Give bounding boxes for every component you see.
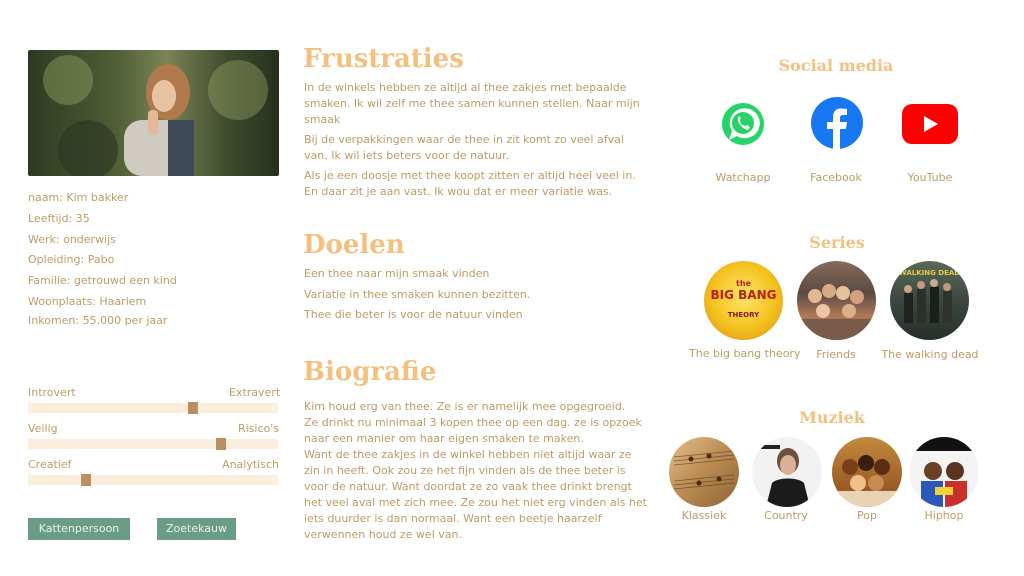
biografie-line: Kim houd erg van thee. Ze is er namelijk mee opgegroeid.: [304, 400, 626, 413]
trait-slider-veilig-risicos: [28, 439, 278, 449]
trait-slider-introvert-extravert: [28, 403, 278, 413]
doelen-item: Thee die beter is voor de natuur vinden: [304, 308, 523, 321]
frustraties-text: [304, 80, 649, 200]
trait-left-label: Veilig: [28, 422, 58, 435]
frustraties-paragraph: Als je een doosje met thee koopt zitten er altijd heel veel in. En daar zit je aan vast. Ik wou dat er meer variatie was.: [304, 169, 636, 198]
biografie-line: Ze drinkt nu minimaal 3 kopen thee op een dag. ze is opzoek: [304, 416, 642, 429]
profile-residence: Woonplaats: Haarlem: [28, 295, 147, 308]
doelen-item: Variatie in thee smaken kunnen bezitten.: [304, 288, 531, 301]
music-label-pop: Pop: [857, 509, 877, 522]
music-label-hiphop: Hiphop: [924, 509, 964, 522]
trait-right-label: Extravert: [229, 386, 281, 399]
biografie-line: het veel aval met zich mee. Ze zou het niet erg vinden als het: [304, 496, 647, 509]
music-country-image: [752, 437, 822, 507]
series-big-bang-theory-image: [704, 261, 783, 340]
biografie-line: zin in heeft. Ook zou ze het fijn vinden als de thee beter is: [304, 464, 626, 477]
profile-photo: [28, 50, 279, 176]
slider-thumb: [188, 402, 198, 414]
biografie-text: [304, 399, 649, 543]
slider-thumb: [81, 474, 91, 486]
big-bang-logo-bottom: THEORY: [727, 311, 760, 319]
music-pop-image: [832, 437, 902, 507]
youtube-icon[interactable]: [902, 104, 958, 148]
frustraties-paragraph: Bij de verpakkingen waar de thee in zit komt zo veel afval van. Ik wil iets beters voor de natuur.: [304, 133, 624, 162]
trait-right-label: Risico's: [237, 422, 279, 435]
series-label-walking-dead: The walking dead: [881, 348, 979, 361]
profile-income: Inkomen: 55.000 per jaar: [28, 314, 168, 327]
series-label-friends: Friends: [816, 348, 856, 361]
biografie-line: Want de thee zakjes in de winkel hebben niet altijd waar ze: [304, 448, 632, 461]
series-heading: Series: [809, 233, 865, 252]
trait-left-label: Creatief: [28, 458, 72, 471]
doelen-item: Een thee naar mijn smaak vinden: [304, 267, 490, 280]
frustraties-paragraph: In de winkels hebben ze altijd al thee zakjes met bepaalde smaken. Ik wil zelf me thee samen kunnen stellen. Naar mijn smaak: [304, 81, 640, 126]
profile-name: naam: Kim bakker: [28, 191, 129, 204]
series-friends-image: [797, 261, 876, 340]
social-label-youtube: YouTube: [907, 171, 953, 184]
biografie-heading: Biografie: [303, 357, 437, 387]
slider-thumb: [216, 438, 226, 450]
series-label-big-bang: The big bang theory: [689, 347, 801, 360]
profile-family: Familie: getrouwd een kind: [28, 274, 177, 287]
biografie-line: voor de natuur. Want doordat ze zo vaak thee drinkt brengt: [304, 480, 632, 493]
walking-dead-logo: WALKING DEAD: [898, 269, 961, 277]
trait-left-label: Introvert: [28, 386, 76, 399]
series-walking-dead-image: [890, 261, 969, 340]
social-media-heading: Social media: [778, 56, 894, 75]
trait-right-label: Analytisch: [222, 458, 279, 471]
profile-age: Leeftijd: 35: [28, 212, 90, 225]
music-hiphop-image: [909, 437, 979, 507]
music-klassiek-image: [669, 437, 739, 507]
music-label-country: Country: [764, 509, 808, 522]
biografie-line: iets duurder is dan normaal. Want een beetje haarzelf: [304, 512, 602, 525]
biografie-line: naar een manier om haar eigen smaken te maken.: [304, 432, 584, 445]
biografie-line: verwennen houd ze wel van.: [304, 528, 462, 541]
doelen-heading: Doelen: [303, 230, 405, 260]
big-bang-logo-title: BIG BANG: [710, 288, 777, 302]
social-label-facebook: Facebook: [810, 171, 862, 184]
music-label-klassiek: Klassiek: [681, 509, 727, 522]
big-bang-logo-top: the: [736, 279, 751, 288]
tag-zoetekauw: Zoetekauw: [157, 518, 236, 540]
social-label-whatsapp: Watchapp: [715, 171, 771, 184]
tag-kattenpersoon: Kattenpersoon: [28, 518, 130, 540]
profile-work: Werk: onderwijs: [28, 233, 116, 246]
frustraties-heading: Frustraties: [303, 44, 464, 74]
facebook-icon[interactable]: [811, 97, 863, 153]
muziek-heading: Muziek: [799, 408, 865, 427]
whatsapp-icon[interactable]: [720, 101, 766, 151]
profile-education: Opleiding: Pabo: [28, 253, 115, 266]
trait-slider-creatief-analytisch: [28, 475, 278, 485]
